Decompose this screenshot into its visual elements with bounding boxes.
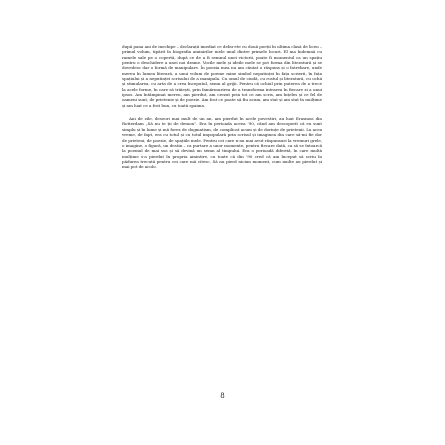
paragraph-1: după pana ani de inechipe – declarații imediat ce debu-ete cu două poeții în ultima clasă de liceu – primul volum, tipărit în biografia aminirilor mele unul dintre primele locuri. El ma îndemnă cu ramele sale pe o copertă, după ce de a fi semnul unei victorii, poate fi momentul ca un spațiu pentru o deschidere a unei noi drame. Vocile mele și ideile mele se pot forma din literatură și se dovedesc dar o formă de manipulare. În poezia mea nu am căutat o răspuns și o întrebare, unde mereu în lumea literară, a unui volum de poeme mine simbol neputinței în fața scrierii, în fața spațiului și a neputinței scrisului de a manipula. Cu omul de ciudă, cu rostul și literatură, cu ochii și stimularea, cu arta de a crea începutul, semn al grijii. Pentru că ochiul prin puterea de a trece la acele forme, în care să trăiești, prin înmărmurirea de a transforma intrarea în fiecare zi a unui ipsos. Am întâmpinat mereu, am pierdut, am crezut prin tot ce am scris, am înțeles și ce fel de oameni sunt, de prietenie și de poezie. Am fost ce poate să fiu acum, am stat și am stat în mulțime și am luat ce a fost bun, cu toată spaima.	[122, 44, 322, 108]
text-column	[122, 44, 322, 170]
paragraph-2: Ani de zile, deseori mai mult de un an, am pierdut în acele povestiri, au luat Erasmus din Rotterdam „Să nu te ții de demon”. Era în perioada aceea ’90, când am descoperit că eu sunt simplu și în lume și mă forez de dogmatism, de complicat acum și de dorințe de prietenii. La acea vreme, de fapt, era cu totul și cu totul impopulară prin scrisul și imaginea din care să-mi fie dor de prieteni, de poezie, de spațiile mele. Pentru cei care n-au mai avut răspunsuri la vremuri grele, o imagine, o figură, un destin – ca purtare a unor momente, pentru fiecare dată, ca să se întoarcă la poemul de mai sus și să devină un semn al timpului. Era o perioadă diferită, în care multă mulțime s-a pierdut în propria amintire, cu toate că din ’90 cred că am început să scriu în pădurea trecută pentru cei care mă citesc. Să nu pierd niciun moment, cum multe au pierdut și mai pot de acolo.	[122, 116, 322, 170]
page-number: 8	[220, 392, 225, 400]
